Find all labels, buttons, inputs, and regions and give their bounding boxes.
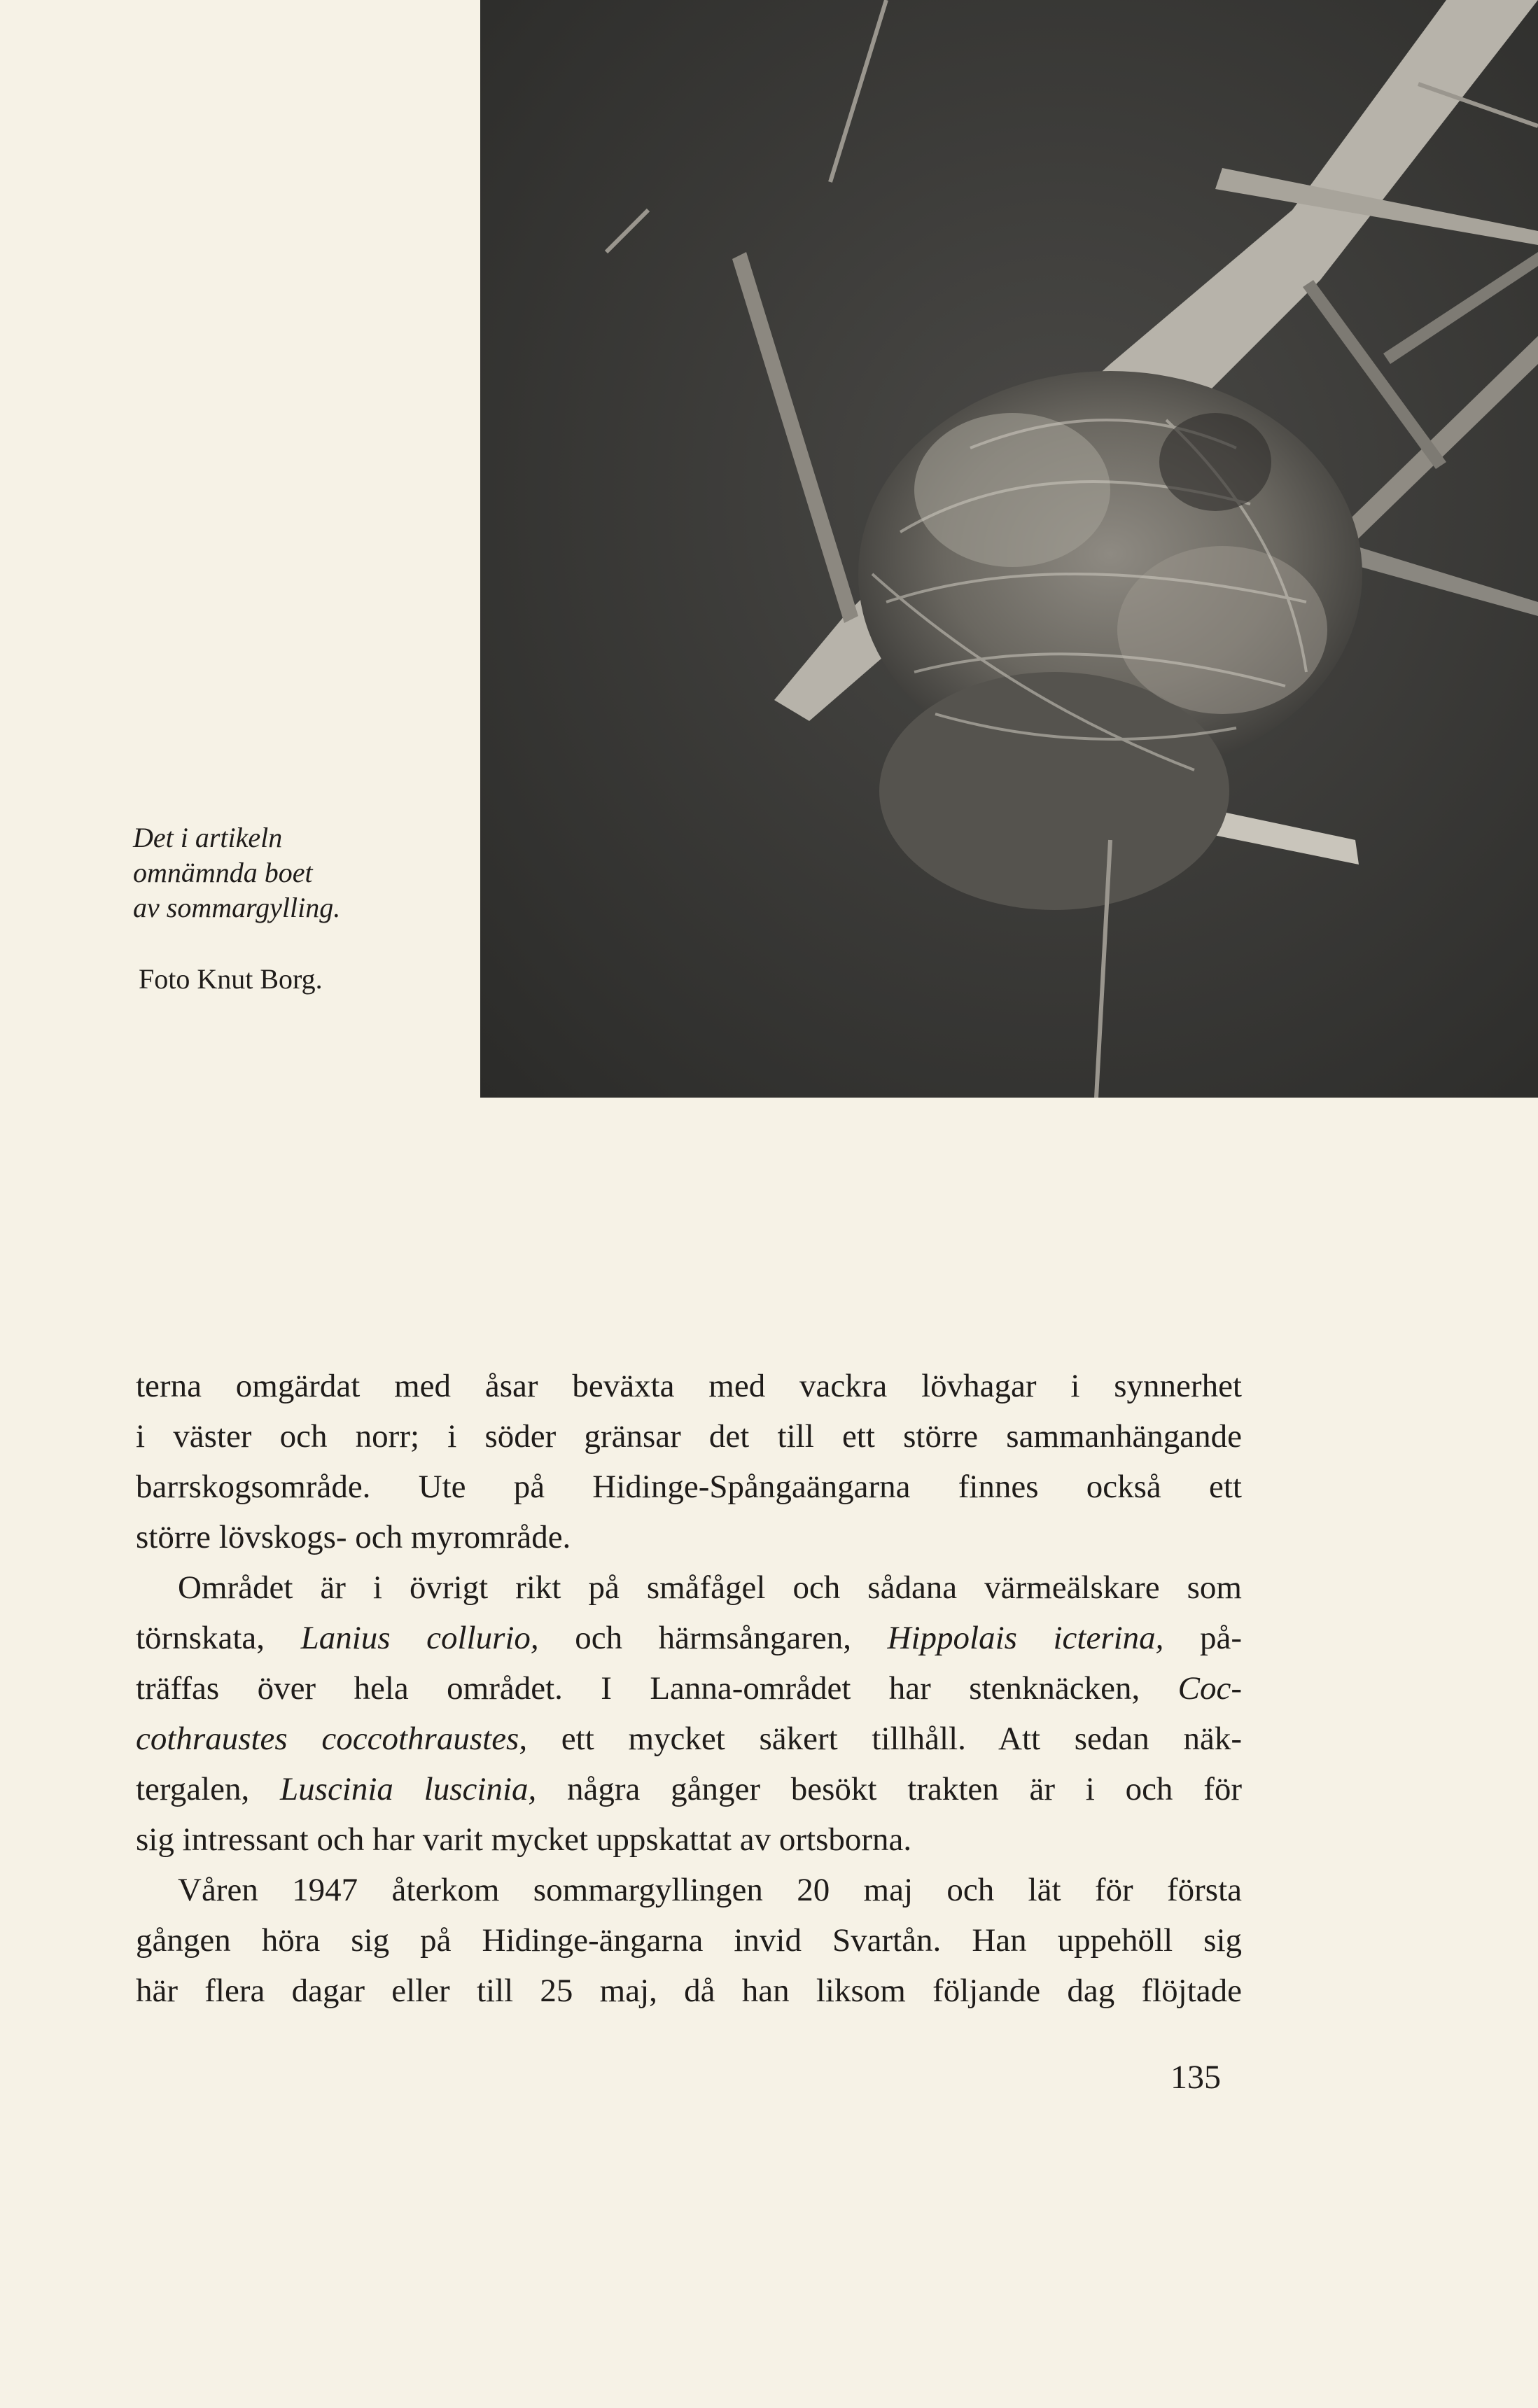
nest-photograph bbox=[480, 0, 1538, 1098]
paragraph bbox=[136, 1361, 1242, 1562]
text-segment: barrskogsområde. Ute på Hidinge-Spångaängarna finnes också ett bbox=[136, 1469, 1242, 1505]
body-text bbox=[136, 1361, 1242, 2016]
text-segment: träffas över hela området. I Lanna-området har stenknäcken, bbox=[136, 1670, 1178, 1707]
photo-credit: Foto Knut Borg. bbox=[139, 963, 323, 995]
text-line bbox=[136, 1411, 1242, 1462]
text-line bbox=[136, 1361, 1242, 1411]
text-segment: större lövskogs- och myrområde. bbox=[136, 1519, 571, 1555]
text-line bbox=[136, 1613, 1242, 1663]
italic-species-name: cothraustes coccothraustes, bbox=[136, 1721, 528, 1757]
caption-line: av sommargylling. bbox=[133, 892, 341, 923]
caption-line: Det i artikeln bbox=[133, 822, 283, 853]
nest-photo-image bbox=[480, 0, 1538, 1098]
text-line bbox=[136, 1764, 1242, 1814]
text-segment: tergalen, bbox=[136, 1771, 281, 1807]
text-segment: några gånger besökt trakten är i och för bbox=[536, 1771, 1242, 1807]
text-segment: Området är i övrigt rikt på småfågel och sådana värmeälskare som bbox=[178, 1569, 1242, 1606]
text-line bbox=[136, 1462, 1242, 1512]
text-segment: terna omgärdat med åsar beväxta med vackra lövhagar i synnerhet bbox=[136, 1368, 1242, 1404]
text-segment: gången höra sig på Hidinge-ängarna invid Svartån. Han uppehöll sig bbox=[136, 1922, 1242, 1959]
text-segment: Våren 1947 återkom sommargyllingen 20 maj och lät för första bbox=[178, 1872, 1242, 1908]
photo-caption bbox=[133, 820, 455, 997]
text-segment: törnskata, bbox=[136, 1620, 301, 1656]
italic-species-name: Lanius collurio, bbox=[300, 1620, 539, 1656]
italic-species-name: Luscinia luscinia, bbox=[280, 1771, 537, 1807]
text-line bbox=[136, 1663, 1242, 1714]
text-segment: i väster och norr; i söder gränsar det till ett större sammanhängande bbox=[136, 1418, 1242, 1455]
text-segment: här flera dagar eller till 25 maj, då han liksom följande dag flöjtade bbox=[136, 1973, 1242, 2009]
text-line bbox=[136, 1562, 1242, 1613]
text-segment: och härmsångaren, bbox=[538, 1620, 888, 1656]
text-line bbox=[136, 1966, 1242, 2016]
paragraph bbox=[136, 1865, 1242, 2016]
text-line bbox=[136, 1865, 1242, 1915]
italic-species-name: Coc- bbox=[1177, 1670, 1242, 1707]
text-line bbox=[136, 1512, 1242, 1562]
text-segment: ett mycket säkert tillhåll. Att sedan näk- bbox=[527, 1721, 1242, 1757]
paragraph bbox=[136, 1562, 1242, 1865]
text-line bbox=[136, 1915, 1242, 1966]
text-line bbox=[136, 1814, 1242, 1865]
text-line bbox=[136, 1714, 1242, 1764]
italic-species-name: Hippolais icterina, bbox=[887, 1620, 1164, 1656]
caption-line: omnämnda boet bbox=[133, 857, 313, 888]
text-segment: sig intressant och har varit mycket uppskattat av ortsborna. bbox=[136, 1821, 912, 1858]
page-number: 135 bbox=[1170, 2059, 1221, 2096]
text-segment: på- bbox=[1163, 1620, 1242, 1656]
